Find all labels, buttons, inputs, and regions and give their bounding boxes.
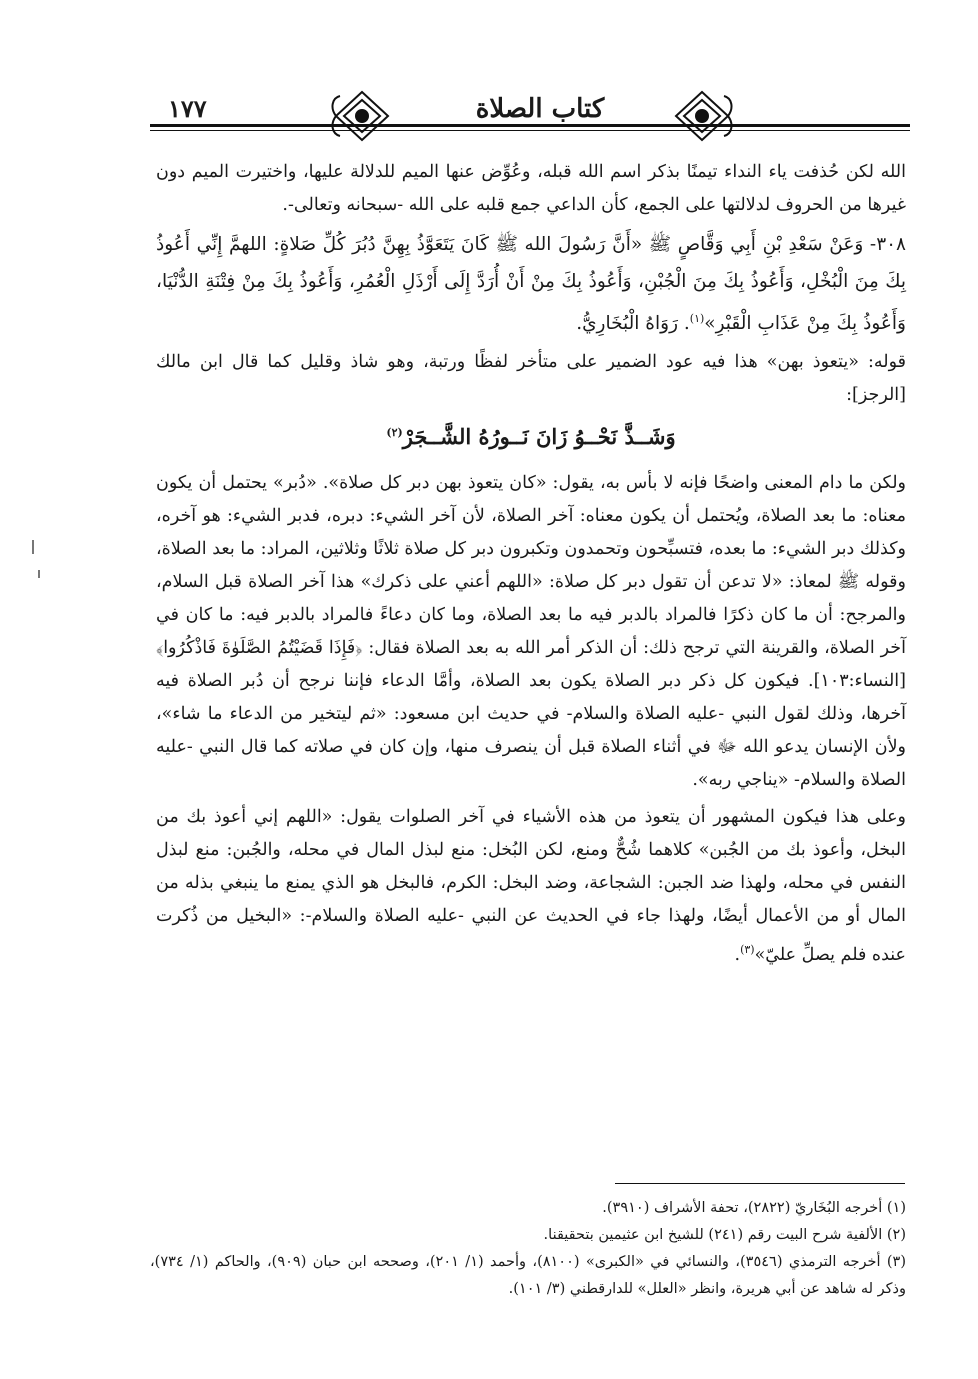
- hadith-text: [156, 226, 906, 342]
- footnote-rule: [615, 1183, 905, 1184]
- scan-mark: [38, 570, 40, 578]
- footnote-1: (١) أخرجه البُخَاريّ (٢٨٢٢)، تحفة الأشراف (٣٩١٠).: [602, 1200, 906, 1216]
- paragraph-grammar: قوله: «يتعوذ بهن» هذا فيه عود الضمير على متأخر لفظًا ورتبة، وهو شاذ وقليل كما قال ابن مالك [الرجز]:: [156, 352, 906, 406]
- footnote-3: (٣) أخرجه الترمذي (٣٥٤٦)، والنسائي في «الكبرى» (٨١٠٠)، وأحمد (١/ ٢٠١)، وصححه ابن حبان (٩٠٩)، والحاكم (١/ ٧٣٤)، وذكر له شاهد عن أبي هريرة، وانظر «العلل» للدارقطني (٣/ ١٠١).: [150, 1254, 907, 1297]
- footnote-2: (٢) الألفية شرح البيت رقم (٢٤١) للشيخ ابن عثيمين بتحقيقنا.: [543, 1227, 906, 1243]
- paragraph-bukhl: [156, 801, 906, 972]
- hadith-source: . رَوَاهُ الْبُخَارِيُّ.: [576, 313, 690, 335]
- chapter-title: كتاب الصلاة: [475, 94, 605, 124]
- paragraph-end: .: [734, 944, 741, 965]
- main-text: [156, 156, 906, 976]
- poetry-verse: [156, 416, 906, 453]
- header-rule: [150, 124, 910, 127]
- verse-footnote-ref: (٢): [386, 426, 403, 440]
- paragraph-dubur: ولكن ما دام المعنى واضحًا فإنه لا بأس به، يقول: «كان يتعوذ بهن دبر كل صلاة». «دُبر» يحتمل أن يكون معناه: ما بعد الصلاة، ويُحتمل أن يكون معناه: آخر الصلاة، لأن آخر الشيء: دبره، فدبر الشيء: هو آخره، وكذلك دبر الشيء: ما بعده، فتسبِّحون وتحمدون وتكبرون دبر كل صلاة ثلاثًا وثلاثين، المراد: ما بعد الصلاة، وقوله ﷺ لمعاذ: «لا تدعن أن تقول دبر كل صلاة: «اللهم أعني على ذكرك» هذا آخر الصلاة قبل السلام، والمرجح: أن ما كان ذكرًا فالمراد بالدبر فيه ما بعد الصلاة، وما كان دعاءً فالمراد بالدبر فيه: ما كان في آخر الصلاة، والقرينة التي ترجح ذلك: أن الذكر أمر الله به بعد الصلاة فقال: ﴿فَإِذَا قَضَيْتُمُ الصَّلَوٰةَ فَاذْكُرُوا﴾ [النساء:١٠٣]. فيكون كل ذكر دبر الصلاة يكون بعد الصلاة، وأمَّا الدعاء فإننا نرجح أن دُبر الصلاة فيه آخرها، وذلك لقول النبي -عليه الصلاة والسلام- في حديث ابن مسعود: «ثم ليتخير من الدعاء ما شاء»، ولأن الإنسان يدعو الله ﷻ في أثناء الصلاة قبل أن ينصرف منها، وإن كان في صلاته كما قال النبي -عليه الصلاة والسلام- «يناجي ربه».: [156, 473, 906, 791]
- hadith-footnote-ref: (١): [689, 312, 705, 325]
- verse-text: وَشَــذَّ نَحْــوُ زَانَ نَــورُهُ الشَّــجَرْ: [402, 424, 676, 450]
- scan-mark: [32, 540, 34, 554]
- hadith-body: ٣٠٨- وَعَنْ سَعْدِ بْنِ أَبِي وَقَّاصٍ ﷺ «أَنَّ رَسُولَ الله ﷺ كَانَ يَتَعَوَّذُ بِهِنَّ دُبُرَ كُلِّ صَلاةٍ: اللهمَّ إِنِّي أَعُوذُ بِكَ مِنَ الْبُخْلِ، وَأَعُوذُ بِكَ مِنَ الْجُبْنِ، وَأَعُوذُ بِكَ مِنْ أَنْ أُرَدَّ إِلَى أَرْذَلِ الْعُمُرِ، وَأَعُوذُ بِكَ مِنْ فِتْنَةِ الدُّنْيَا، وَأَعُوذُ بِكَ مِنْ عَذَابِ الْقَبْرِ»: [156, 234, 906, 335]
- header-rule-thin: [150, 130, 910, 131]
- paragraph-intro: الله لكن حُذفت ياء النداء تيمنًا بذكر اسم الله قبله، وعُوِّض عنها الميم للدلالة عليها، واختيرت الميم دون غيرها من الحروف لدلالتها على الجمع، كأن الداعي جمع قلبه على الله -سبحانه وتعالى-.: [156, 162, 906, 215]
- paragraph-footnote-ref: (٣): [740, 943, 755, 957]
- ornament-left-icon: [330, 88, 394, 144]
- ornament-right-icon: [670, 88, 734, 144]
- page-header: [150, 88, 910, 144]
- paragraph-bukhl-text: وعلى هذا فيكون المشهور أن يتعوذ من هذه الأشياء في آخر الصلوات يقول: «اللهم إني أعوذ بك من البخل، وأعوذ بك من الجُبن» كلاهما شُحٌّ ومنع، لكن البُخل: منع لبذل المال في محله، والجُبن: منع لبذل النفس في محله، ولهذا ضد الجبن: الشجاعة، وضد البخل: الكرم، فالبخل هو الذي يمنع ما ينبغي بذله من المال أو من الأعمال أيضًا، ولهذا جاء في الحديث عن النبي -عليه الصلاة والسلام-: «البخيل من ذُكرت عنده فلم يصلِّ عليّ»: [156, 807, 906, 965]
- page-number: ١٧٧: [168, 94, 207, 123]
- footnotes: [150, 1195, 906, 1303]
